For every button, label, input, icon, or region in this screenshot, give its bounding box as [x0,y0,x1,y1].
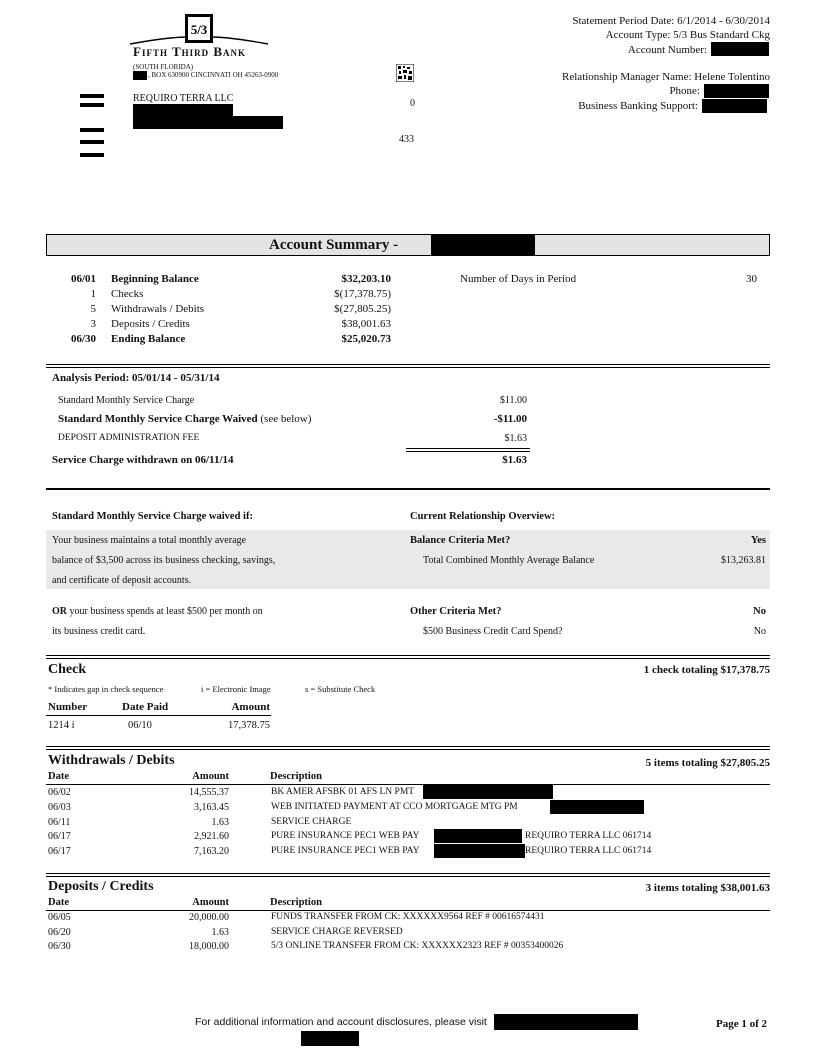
redacted-url[interactable] [494,1014,638,1030]
account-summary-header [46,234,770,256]
summary-label: Checks [111,288,144,300]
withdrawal-description: PURE INSURANCE PEC1 WEB PAY [271,831,420,841]
withdrawal-amount: 14,555.37 [189,787,229,798]
deposit-description: SERVICE CHARGE REVERSED [271,927,403,937]
summary-date: 3 [90,318,96,330]
redacted-account-number [711,42,769,56]
deposits-header-description: Description [270,897,322,908]
waiver-title: Standard Monthly Service Charge waived if: [52,511,253,522]
withdrawal-description: PURE INSURANCE PEC1 WEB PAY [271,846,420,856]
withdrawals-header-amount: Amount [192,771,229,782]
withdrawal-amount: 2,921.60 [194,831,229,842]
waiver-text-line: balance of $3,500 across its business checking, savings, [52,555,276,566]
relationship-manager: Relationship Manager Name: Helene Tolentino [562,71,770,83]
other-criteria-value: No [753,606,766,617]
deposits-header-date: Date [48,897,69,908]
deposits-header-amount: Amount [192,897,229,908]
summary-label: Beginning Balance [111,273,199,285]
summary-amount: $38,001.63 [341,318,391,330]
check-date: 06/10 [128,720,152,731]
statement-period: Statement Period Date: 6/1/2014 - 6/30/2014 [572,15,770,27]
analysis-total-label: Service Charge withdrawn on 06/11/14 [52,454,234,466]
withdrawal-description: WEB INITIATED PAYMENT AT CCO MORTGAGE MTG PM [271,802,518,812]
summary-date: 1 [90,288,96,300]
account-summary-title: Account Summary - [269,237,399,253]
support-label: Business Banking Support: [578,100,698,112]
mail-code-b: 433 [399,134,414,145]
mail-code-a: 0 [410,98,415,109]
relationship-overview-title: Current Relationship Overview: [410,511,556,522]
check-legend-substitute: s = Substitute Check [305,684,376,694]
combined-balance-value: $13,263.81 [721,555,766,566]
withdrawal-description: BK AMER AFSBK 01 AFS LN PMT [271,787,415,797]
check-legend-electronic: i = Electronic Image [201,684,271,694]
withdrawal-description-suffix: REQUIRO TERRA LLC 061714 [525,846,652,856]
logo-mark-icon [128,13,270,47]
waiver-text-line: your business spends at least $500 per month on [67,606,263,617]
waiver-or-word: OR [52,606,67,617]
analysis-row-label: Standard Monthly Service Charge [58,395,195,406]
withdrawals-header-description: Description [270,771,322,782]
deposits-section-title: Deposits / Credits [48,879,154,894]
analysis-row-label: DEPOSIT ADMINISTRATION FEE [58,433,200,443]
withdrawal-date: 06/03 [48,802,71,813]
deposit-amount: 1.63 [211,927,229,938]
withdrawal-amount: 7,163.20 [194,846,229,857]
summary-amount: $(17,378.75) [334,288,391,300]
withdrawal-date: 06/17 [48,846,71,857]
waiver-text-line: Your business maintains a total monthly average [52,535,246,546]
summary-label: Withdrawals / Debits [111,303,205,315]
summary-label: Ending Balance [111,333,186,345]
check-amount: 17,378.75 [228,720,270,731]
analysis-row-amount: $11.00 [499,395,527,406]
account-type: Account Type: 5/3 Bus Standard Ckg [605,29,770,41]
redacted-address-2 [133,116,283,129]
withdrawals-section-total: 5 items totaling $27,805.25 [645,757,770,769]
combined-balance-label: Total Combined Monthly Average Balance [423,555,595,566]
withdrawal-date: 06/17 [48,831,71,842]
balance-criteria-value: Yes [750,535,766,546]
bank-region: (SOUTH FLORIDA) [133,63,194,71]
check-header-amount: Amount [231,701,270,713]
deposit-amount: 18,000.00 [189,941,229,952]
analysis-row-amount: -$11.00 [493,413,527,425]
summary-date: 06/01 [70,273,96,285]
deposit-date: 06/05 [48,912,71,923]
analysis-total-amount: $1.63 [502,454,527,466]
redacted-address-1 [133,104,233,116]
check-number: 1214 i [48,720,75,731]
check-section-total: 1 check totaling $17,378.75 [643,664,770,676]
customer-name: REQUIRO TERRA LLC [133,93,234,104]
withdrawal-description-suffix: REQUIRO TERRA LLC 061714 [525,831,652,841]
waiver-or-line [52,606,263,617]
logo-text: 5/3 [190,22,208,37]
summary-amount: $(27,805.25) [334,303,391,315]
redacted-description [550,800,644,814]
summary-date: 06/30 [70,333,96,345]
other-criteria-label: Other Criteria Met? [410,606,502,617]
waiver-text-line: and certificate of deposit accounts. [52,575,192,586]
withdrawals-section-title: Withdrawals / Debits [48,753,175,768]
account-number-label: Account Number: [627,44,707,56]
analysis-waived-row [58,413,311,425]
redacted-po [133,71,147,80]
bank-address: , BOX 630900 CINCINNATI OH 45263-0900 [148,71,279,79]
deposit-description: FUNDS TRANSFER FROM CK: XXXXXX9564 REF # 00616574431 [271,912,545,922]
phone-label: Phone: [669,85,700,97]
withdrawal-date: 06/02 [48,787,71,798]
redacted-description [434,829,522,843]
barcode-icon [396,64,414,82]
withdrawals-header-date: Date [48,771,69,782]
summary-amount: $25,020.73 [341,333,391,345]
check-header-date: Date Paid [122,701,169,713]
check-section-title: Check [48,662,87,677]
bank-name: Fifth Third Bank [133,44,247,59]
summary-label: Deposits / Credits [111,318,190,330]
card-spend-value: No [753,626,766,637]
withdrawal-amount: 3,163.45 [194,802,229,813]
analysis-row-suffix: (see below) [257,413,312,425]
withdrawal-date: 06/11 [48,817,71,828]
deposit-description: 5/3 ONLINE TRANSFER FROM CK: XXXXXX2323 REF # 00353400026 [271,941,564,951]
redacted-summary-account [431,235,535,255]
balance-criteria-label: Balance Criteria Met? [410,535,511,546]
redacted-support-phone [702,99,767,113]
summary-amount: $32,203.10 [341,273,391,285]
redacted-description [423,785,553,799]
days-in-period-label: Number of Days in Period [460,273,577,285]
redacted-description [434,844,525,858]
redacted-url-continued[interactable] [301,1031,359,1046]
page-number: Page 1 of 2 [715,1018,767,1030]
deposit-date: 06/30 [48,941,71,952]
analysis-period: Analysis Period: 05/01/14 - 05/31/14 [52,372,220,384]
withdrawal-description: SERVICE CHARGE [271,817,352,827]
waiver-text-line: its business credit card. [52,626,146,637]
check-header-number: Number [48,701,88,713]
deposit-amount: 20,000.00 [189,912,229,923]
footer-disclosure: For additional information and account disclosures, please visit [195,1016,487,1028]
summary-date: 5 [90,303,96,315]
analysis-row-label: Standard Monthly Service Charge Waived [58,413,258,425]
deposit-date: 06/20 [48,927,71,938]
redacted-phone [704,84,769,98]
card-spend-label: $500 Business Credit Card Spend? [423,626,563,637]
check-legend-gap: * Indicates gap in check sequence [48,684,164,694]
withdrawal-amount: 1.63 [211,817,229,828]
deposits-section-total: 3 items totaling $38,001.63 [645,882,770,894]
analysis-row-amount: $1.63 [504,433,527,444]
days-in-period-value: 30 [746,273,757,285]
